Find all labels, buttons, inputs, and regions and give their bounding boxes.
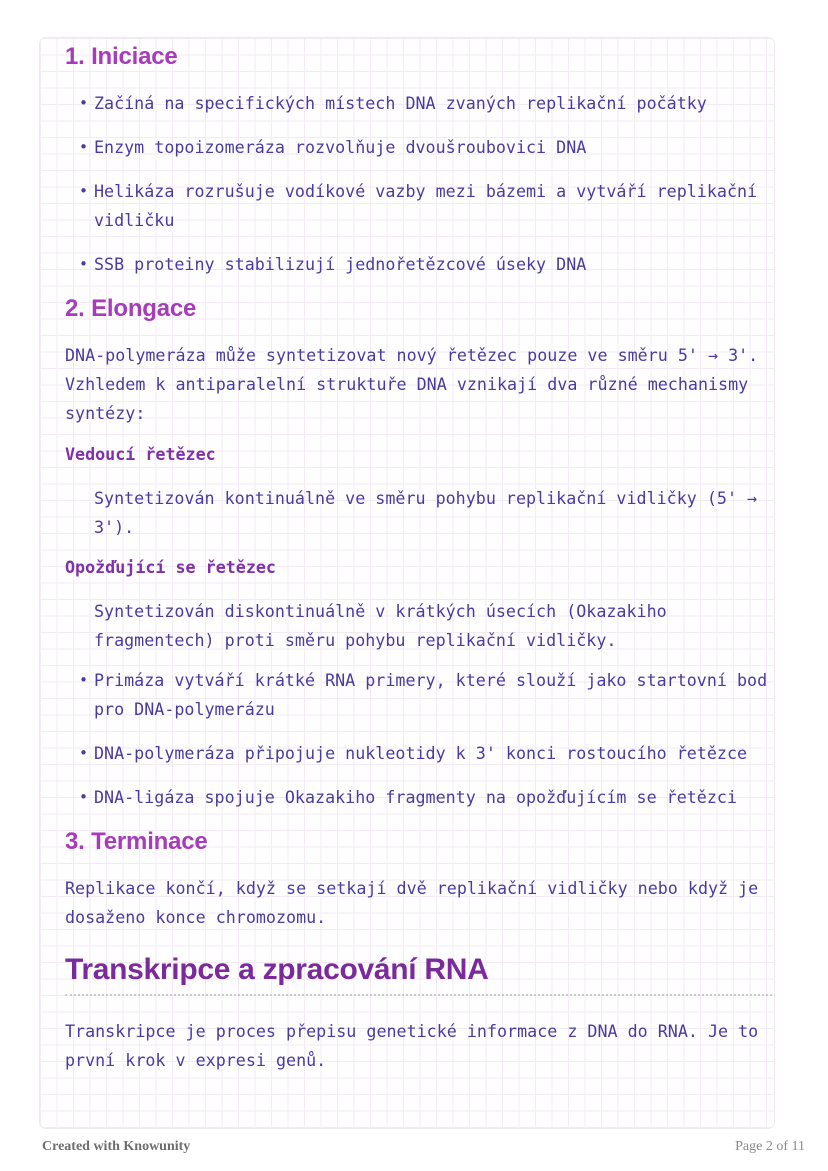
bullet-icon: •	[79, 94, 89, 112]
section-heading-terminace: 3. Terminace	[65, 828, 208, 855]
section-heading-elongace: 2. Elongace	[65, 295, 197, 322]
transkripce-paragraph: Transkripce je proces přepisu genetické informace z DNA do RNA. Je to první krok v expresi genů.	[65, 1021, 759, 1070]
list-item-text: DNA-ligáza spojuje Okazakiho fragmenty na opožďujícím se řetězci	[94, 787, 737, 807]
list-item	[65, 783, 774, 812]
created-with-label: Created with Knowunity	[42, 1138, 191, 1154]
elongace-intro-paragraph: DNA-polymeráza může syntetizovat nový řetězec pouze ve směru 5' → 3'. Vzhledem k antiparalelní struktuře DNA vznikají dva různé mechanismy syntézy:	[65, 345, 759, 423]
lagging-strand-description: Syntetizován diskontinuálně v krátkých úsecích (Okazakiho fragmentech) proti směru pohybu replikační vidličky.	[94, 601, 667, 650]
lagging-strand-subheading: Opožďující se řetězec	[65, 557, 276, 577]
iniciace-bullet-list	[65, 89, 774, 279]
bullet-icon: •	[79, 138, 89, 156]
list-item	[65, 739, 774, 768]
bullet-icon: •	[79, 182, 89, 200]
elongace-bullet-list	[65, 666, 774, 812]
dotted-divider	[65, 994, 772, 996]
list-item-text: Začíná na specifických místech DNA zvaných replikační počátky	[94, 93, 707, 113]
list-item	[65, 133, 774, 162]
list-item-text: DNA-polymeráza připojuje nukleotidy k 3' konci rostoucího řetězce	[94, 743, 748, 763]
leading-strand-subheading: Vedoucí řetězec	[65, 444, 216, 464]
list-item	[65, 666, 774, 724]
terminace-paragraph: Replikace končí, když se setkají dvě replikační vidličky nebo když je dosaženo konce chromozomu.	[65, 878, 759, 927]
leading-strand-description: Syntetizován kontinuálně ve směru pohybu replikační vidličky (5' → 3').	[94, 488, 758, 537]
list-item-text: SSB proteiny stabilizují jednořetězcové úseky DNA	[94, 254, 587, 274]
list-item	[65, 89, 774, 118]
notes-page-card	[40, 38, 774, 1128]
list-item-text: Helikáza rozrušuje vodíkové vazby mezi bázemi a vytváří replikační vidličku	[94, 181, 758, 230]
list-item	[65, 177, 774, 235]
bullet-icon: •	[79, 788, 89, 806]
list-item-text: Primáza vytváří krátké RNA primery, které slouží jako startovní bod pro DNA-polymerázu	[94, 670, 768, 719]
section-heading-iniciace: 1. Iniciace	[65, 43, 178, 70]
page-footer	[0, 1128, 828, 1171]
bullet-icon: •	[79, 255, 89, 273]
list-item	[65, 250, 774, 279]
bullet-icon: •	[79, 744, 89, 762]
page-number: Page 2 of 11	[735, 1138, 805, 1154]
list-item-text: Enzym topoizomeráza rozvolňuje dvoušroubovici DNA	[94, 137, 587, 157]
bullet-icon: •	[79, 671, 89, 689]
chapter-heading-transkripce: Transkripce a zpracování RNA	[65, 953, 489, 986]
